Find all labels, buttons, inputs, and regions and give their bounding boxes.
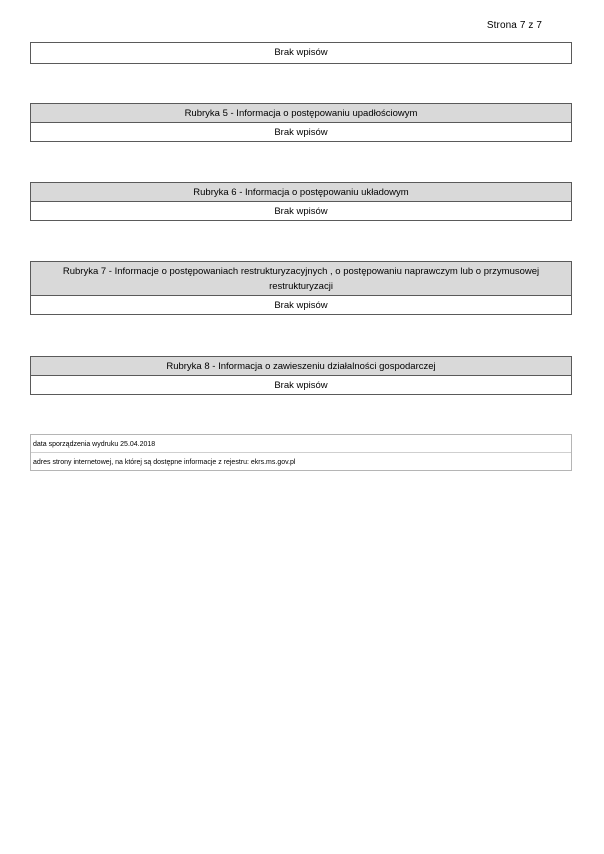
print-date: data sporządzenia wydruku 25.04.2018 <box>33 441 156 448</box>
section-rubryka-7-body: Brak wpisów <box>274 300 328 311</box>
section-rubryka-8-body: Brak wpisów <box>274 380 328 391</box>
section-rubryka-6 <box>30 182 572 221</box>
footer-divider <box>31 452 571 453</box>
page-number: Strona 7 z 7 <box>486 20 542 31</box>
registry-address: adres strony internetowej, na której są dostępne informacje z rejestru: ekrs.ms.gov.pl <box>33 459 296 466</box>
section-rubryka-5-body: Brak wpisów <box>274 127 328 138</box>
section-rubryka-7-title: Rubryka 7 - Informacje o postępowaniach restrukturyzacyjnych , o postępowaniu naprawczym lub o przymusowej restrukturyzacji <box>31 262 571 296</box>
section-rubryka-5 <box>30 103 572 142</box>
section-rubryka-6-title: Rubryka 6 - Informacja o postępowaniu układowym <box>31 183 571 202</box>
section-rubryka-6-body: Brak wpisów <box>274 206 328 217</box>
section-rubryka-8 <box>30 356 572 395</box>
print-footer <box>30 434 572 471</box>
section-rubryka-7 <box>30 261 572 315</box>
section-rubryka-5-title: Rubryka 5 - Informacja o postępowaniu upadłościowym <box>31 104 571 123</box>
section-continuation-body: Brak wpisów <box>274 47 328 58</box>
section-rubryka-8-title: Rubryka 8 - Informacja o zawieszeniu działalności gospodarczej <box>31 357 571 376</box>
section-continuation <box>30 42 572 64</box>
